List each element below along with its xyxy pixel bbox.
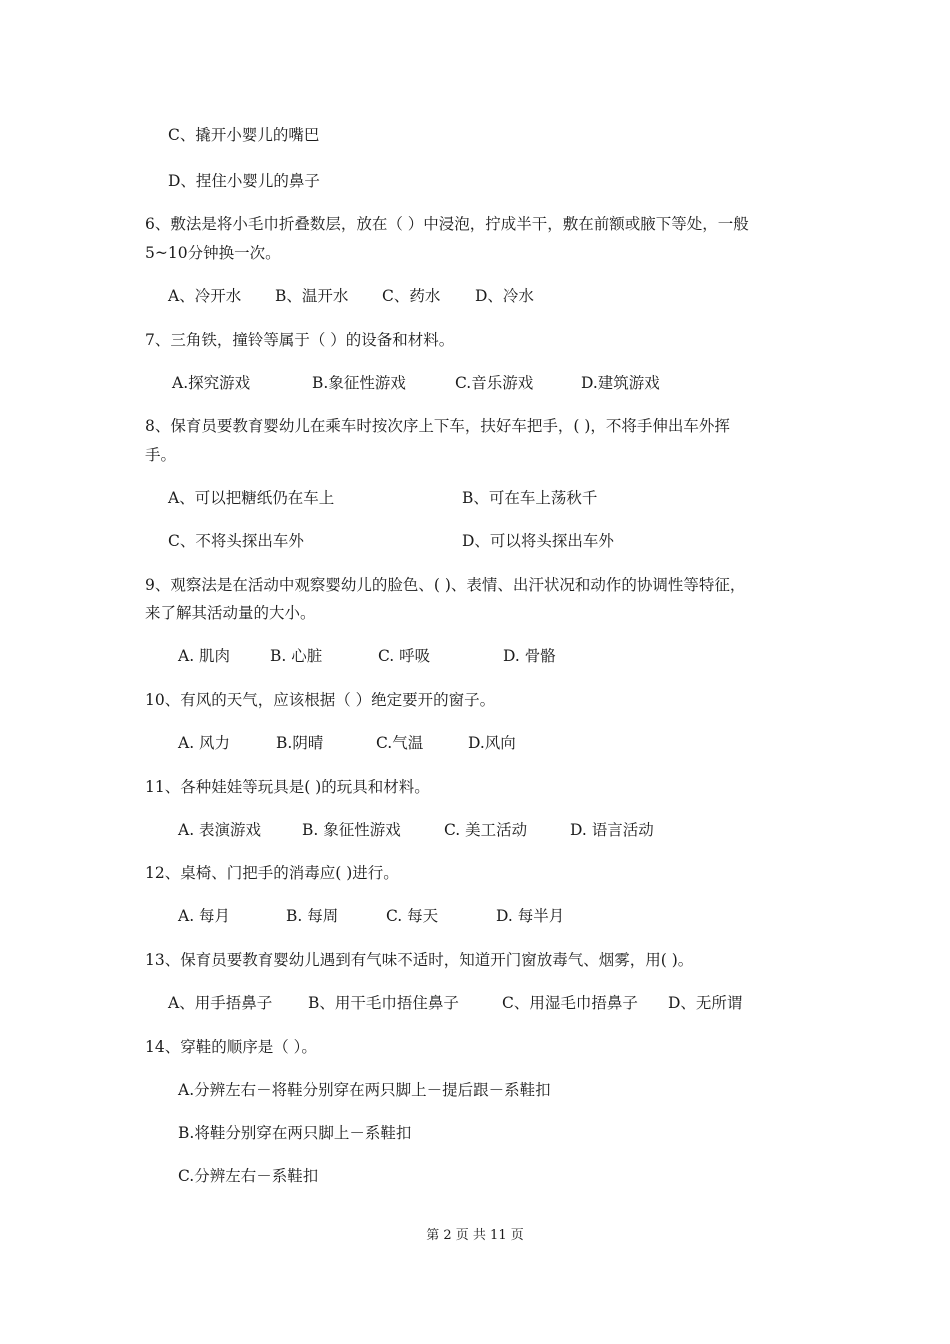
- q10-option-a: A. 风力: [178, 734, 231, 752]
- page-footer: 第 2 页 共 11 页: [426, 1228, 524, 1243]
- q12-options: [178, 906, 564, 926]
- q13-option-a: A、用手捂鼻子: [168, 994, 273, 1012]
- q7-text: 7、三角铁，撞铃等属于（ ）的设备和材料。: [145, 331, 455, 349]
- q6-text-line1: 6、敷法是将小毛巾折叠数层，放在（ ）中浸泡，拧成半干，敷在前额或腋下等处，一般: [145, 215, 749, 233]
- q8-option-c: C、不将头探出车外: [168, 532, 304, 550]
- q13-options: [168, 993, 742, 1013]
- q13-option-b: B、用干毛巾捂住鼻子: [308, 994, 459, 1012]
- q11-option-c: C. 美工活动: [444, 821, 528, 839]
- q9-option-b: B. 心脏: [270, 647, 323, 665]
- q5-option-c: C、撬开小婴儿的嘴巴: [168, 126, 320, 144]
- q8-options-row2: [168, 531, 614, 551]
- q10-option-b: B.阴晴: [276, 734, 324, 752]
- q12-option-c: C. 每天: [386, 907, 439, 925]
- q12-option-d: D. 每半月: [496, 907, 565, 925]
- q13-text: 13、保育员要教育婴幼儿遇到有气味不适时，知道开门窗放毒气、烟雾，用( )。: [145, 951, 694, 969]
- q7-option-d: D.建筑游戏: [581, 374, 660, 392]
- q9-option-d: D. 骨骼: [503, 647, 556, 665]
- q8-text-line2: 手。: [145, 446, 177, 464]
- q12-option-b: B. 每周: [286, 907, 339, 925]
- q5-option-d: D、捏住小婴儿的鼻子: [168, 172, 320, 190]
- q9-text-line1: 9、观察法是在活动中观察婴幼儿的脸色、( )、表情、出汗状况和动作的协调性等特征，: [145, 576, 746, 594]
- q14-option-c: C.分辨左右－系鞋扣: [178, 1167, 319, 1185]
- q13-option-c: C、用湿毛巾捂鼻子: [502, 994, 638, 1012]
- q8-option-b: B、可在车上荡秋千: [462, 489, 598, 507]
- q11-option-d: D. 语言活动: [570, 821, 654, 839]
- q8-options-row1: [168, 488, 597, 508]
- q7-options: [172, 373, 660, 393]
- q7-option-a: A.探究游戏: [172, 374, 251, 392]
- q14-option-b: B.将鞋分别穿在两只脚上－系鞋扣: [178, 1124, 412, 1142]
- q10-option-d: D.风向: [468, 734, 516, 752]
- q8-option-a: A、可以把糖纸仍在车上: [168, 489, 335, 507]
- q7-option-c: C.音乐游戏: [455, 374, 534, 392]
- q6-option-b: B、温开水: [275, 287, 349, 305]
- q14-text: 14、穿鞋的顺序是（ ）。: [145, 1038, 317, 1056]
- q9-option-a: A. 肌肉: [178, 647, 231, 665]
- q6-text-line2: 5~10分钟换一次。: [145, 244, 281, 262]
- q11-option-a: A. 表演游戏: [178, 821, 262, 839]
- q8-text-line1: 8、保育员要教育婴幼儿在乘车时按次序上下车，扶好车把手，( )，不将手伸出车外挥: [145, 417, 730, 435]
- q10-option-c: C.气温: [376, 734, 424, 752]
- q6-option-a: A、冷开水: [168, 287, 242, 305]
- q12-text: 12、桌椅、门把手的消毒应( )进行。: [145, 864, 399, 882]
- q11-option-b: B. 象征性游戏: [302, 821, 401, 839]
- q9-option-c: C. 呼吸: [378, 647, 431, 665]
- q11-options: [178, 820, 654, 840]
- q10-text: 10、有风的天气，应该根据（ ）绝定要开的窗子。: [145, 691, 496, 709]
- q10-options: [178, 733, 516, 753]
- q6-option-c: C、药水: [382, 287, 441, 305]
- q14-option-a: A.分辨左右－将鞋分别穿在两只脚上－提后跟－系鞋扣: [178, 1081, 551, 1099]
- q12-option-a: A. 每月: [178, 907, 231, 925]
- q6-options: [168, 286, 534, 306]
- q13-option-d: D、无所谓: [668, 994, 743, 1012]
- q6-option-d: D、冷水: [475, 287, 534, 305]
- q7-option-b: B.象征性游戏: [312, 374, 406, 392]
- q9-options: [178, 646, 556, 666]
- q9-text-line2: 来了解其活动量的大小。: [145, 604, 316, 622]
- q11-text: 11、各种娃娃等玩具是( )的玩具和材料。: [145, 778, 430, 796]
- q8-option-d: D、可以将头探出车外: [462, 532, 614, 550]
